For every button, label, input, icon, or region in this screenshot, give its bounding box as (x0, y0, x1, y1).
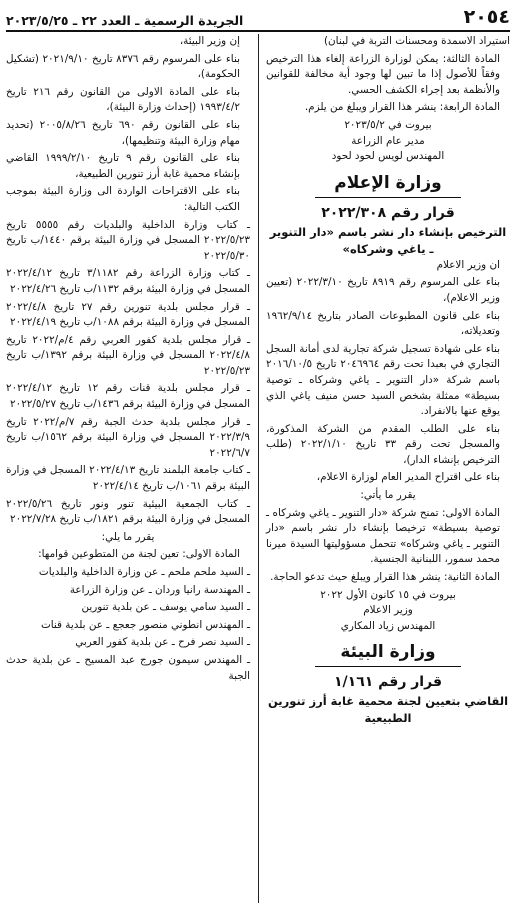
list-item: ـ المهندس انطوني منصور جعجع ـ عن بلدية قنات (40, 618, 250, 631)
ministry-heading-environment (266, 640, 510, 667)
heading-rule (315, 666, 461, 667)
paragraph: بناء على الطلب المقدم من الشركة المذكورة، والمسجل تحت رقم ٣٣ تاريخ ٢٠٢٢/١/١٠ (طلب الترخيص بإنشاء الدار)، (266, 422, 500, 466)
paragraph: بناء على المرسوم رقم ٨٩١٩ تاريخ ٢٠٢٢/٣/١٠ (تعيين وزير الاعلام)، (266, 276, 500, 304)
sign-date: بيروت في ١٥ كانون الأول ٢٠٢٢ (320, 588, 456, 601)
sign-role: وزير الاعلام (363, 604, 413, 617)
sign-role: مدير عام الزراعة (351, 134, 425, 147)
signature-block-1 (266, 118, 510, 165)
paragraph: ان وزير الاعلام (436, 258, 500, 271)
article-1: المادة الاولى: تعين لجنة من المتطوعين قوامها: (38, 548, 240, 561)
right-column (266, 34, 510, 727)
list-item: ـ كتاب وزارة الداخلية والبلديات رقم ٥٥٥٥ تاريخ ٢٠٢٢/٥/٢٣ المسجل في وزارة البيئة برقم ١٤٤٠/ب تاريخ ٢٠٢٢/٥/٣٠ (6, 218, 250, 262)
ministry-title: وزارة البيئة (340, 642, 436, 663)
ministry-title: وزارة الإعلام (334, 172, 442, 193)
sign-name: المهندس لويس لحود لحود (331, 150, 445, 163)
ministry-heading-information (266, 171, 510, 198)
paragraph: بناء على قانون المطبوعات الصادر بتاريخ ١٩٦٢/٩/١٤ وتعديلاته، (266, 309, 500, 338)
decree-number: قرار رقم ٢٠٢٢/٣٠٨ (321, 204, 455, 221)
signature-block-2 (266, 588, 510, 635)
sign-date: بيروت في ٢٠٢٣/٥/٢ (344, 118, 432, 131)
decree-title: القاضي بتعيين لجنة محمية غابة أرز تنورين الطبيعية (267, 694, 509, 726)
heading-rule (315, 197, 461, 198)
paragraph: بناء على القانون رقم ٦٩٠ تاريخ ٢٠٠٥/٨/٢٦ (تحديد مهام وزارة البيئة وتنظيمها)، (6, 118, 240, 147)
page-number: ٢٠٥٤ (463, 6, 510, 28)
list-item: ـ قرار مجلس بلدية تنورين رقم ٢٧ تاريخ ٢٠٢٢/٤/٨ المسجل في وزارة البيئة برقم ١٠٨٨/ب تاريخ ٢٠٢٢/٤/١٩ (6, 300, 250, 329)
article-2: المادة الثانية: ينشر هذا القرار ويبلغ حيث تدعو الحاجة. (270, 571, 500, 584)
paragraph: بناء على اقتراح المدير العام لوزارة الاعلام، (316, 471, 500, 484)
paragraph: بناء على المادة الاولى من القانون رقم ٢١٦ تاريخ ١٩٩٣/٤/٢ (إحداث وزارة البيئة)، (6, 85, 240, 114)
list-item: ـ قرار مجلس بلدية كفور العربي رقم ٤/م/٢٠٢٢ تاريخ ٢٠٢٢/٤/٨ المسجل في وزارة البيئة برقم ١٣٩٢/ب تاريخ ٢٠٢٢/٥/٢٣ (6, 333, 250, 377)
article-3: المادة الثالثة: يمكن لوزارة الزراعة إلغاء هذا الترخيص وفقاً للأصول إذا ما تبين لها وجود أية مخالفة للقوانين والأنظمة بعد إجراء الكشف الحسي. (266, 52, 500, 96)
left-column (6, 34, 250, 686)
column-divider (258, 34, 259, 903)
list-item: ـ المهندس سيمون جورج عبد المسيح ـ عن بلدية حدث الجبة (6, 653, 250, 682)
list-item: ـ قرار مجلس بلدية قنات رقم ١٢ تاريخ ٢٠٢٢/٤/١٢ المسجل في وزارة البيئة برقم ١٤٣٦/ب تاريخ ٢٠٢٢/٥/٢٧ (6, 382, 251, 411)
list-item: ـ قرار مجلس بلدية حدث الجبة رقم ٧/م/٢٠٢٢ تاريخ ٢٠٢٢/٣/٩ المسجل في وزارة البيئة برقم ١٥٦٢/ب تاريخ ٢٠٢٢/٦/٧ (6, 415, 250, 459)
resolves-line: يقرر ما يلي: (101, 530, 155, 543)
page-header (6, 2, 510, 32)
paragraph: بناء على المرسوم رقم ٨٣٧٦ تاريخ ٢٠٢١/٩/١٠ (تشكيل الحكومة)، (6, 52, 241, 81)
article-1: المادة الاولى: تمنح شركة «دار التنوير ـ ياغي وشركاه ـ توصية بسيطة» ترخيصا بإنشاء دار نشر باسم «دار التنوير ـ ياغي وشركاه» تتحمل مسؤوليتها السيدة ميرنا محمد سمور، اللبنانية الجنسية. (266, 506, 500, 566)
list-item: ـ السيد ملحم ملحم ـ عن وزارة الداخلية والبلديات (38, 566, 250, 578)
decree-number: قرار رقم ١/١٦١ (334, 674, 442, 691)
list-item: ـ السيد سامي يوسف ـ عن بلدية تنورين (81, 601, 250, 614)
resolves-line: يقرر ما يأتي: (360, 489, 416, 502)
article-4: المادة الرابعة: ينشر هذا القرار ويبلغ من يلزم. (304, 101, 500, 114)
list-item: ـ السيد نصر فرح ـ عن بلدية كفور العربي (75, 636, 250, 649)
sign-name: المهندس زياد المكاري (340, 619, 436, 632)
paragraph: إن وزير البيئة، (179, 35, 240, 47)
issue-line: الجريدة الرسمية ـ العدد ٢٢ ـ ٢٠٢٣/٥/٢٥ (6, 13, 244, 28)
paragraph: بناء على القانون رقم ٩ تاريخ ١٩٩٩/٢/١٠ القاضي بإنشاء محمية غابة أرز تنورين الطبيعية، (6, 152, 241, 180)
paragraph: بناء على شهادة تسجيل شركة تجارية لدى أمانة السجل التجاري في بعبدا تحت رقم ٢٠٤٦٩٦٤ تاريخ ٢٠١٦/١٠/٥ باسم شركة «دار التنوير ـ ياغي وشركاه ـ توصية بسيطة» ممثلة بشخص السيد حسن منيف ياغي الذي يوقع عنها بالانفراد. (266, 342, 501, 418)
list-item: ـ كتاب الجمعية البيئية تنور ونور تاريخ ٢٠٢٢/٥/٢٦ المسجل في وزارة البيئة برقم ١٨٢١/ب تاريخ ٢٠٢٢/٧/٢٨ (6, 497, 250, 526)
list-item: ـ المهندسة رانيا وردان ـ عن وزارة الزراعة (69, 583, 250, 596)
list-item: ـ كتاب وزارة الزراعة رقم ٣/١١٨٢ تاريخ ٢٠٢٢/٤/١٢ المسجل في وزارة البيئة برقم ١١٣٢/ب تاريخ ٢٠٢٢/٤/٢٦ (6, 267, 250, 295)
decree-title: الترخيص بإنشاء دار نشر باسم «دار التنوير ـ ياغي وشركاه» (269, 224, 507, 256)
paragraph: استيراد الاسمدة ومحسنات التربة في لبنان) (324, 35, 510, 47)
list-item: ـ كتاب جامعة البلمند تاريخ ٢٠٢٢/٤/١٣ المسجل في وزارة البيئة برقم ١٠٦١/ب تاريخ ٢٠٢٢/٤/١٤ (6, 464, 250, 493)
paragraph: بناء على الاقتراحات الواردة الى وزارة البيئة بموجب الكتب التالية: (6, 185, 240, 213)
